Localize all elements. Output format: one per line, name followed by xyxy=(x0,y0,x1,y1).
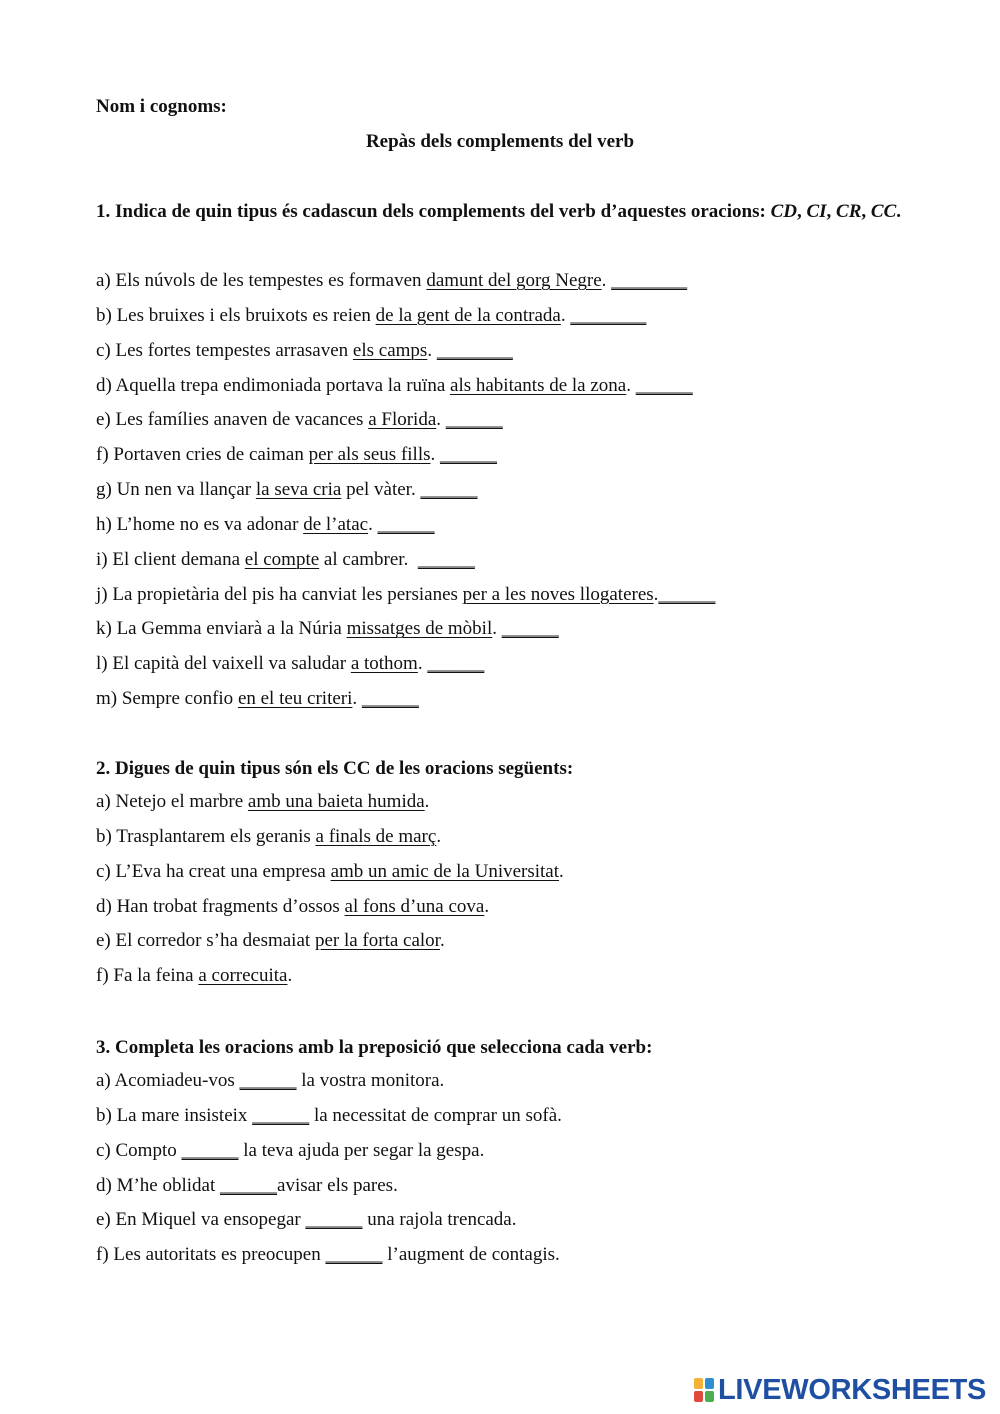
underlined-complement: a Florida xyxy=(368,409,437,431)
exercise-1-item: m) Sempre confio en el teu criteri. ______ xyxy=(96,688,419,710)
underlined-complement: de la gent de la contrada xyxy=(375,304,561,326)
underlined-complement: missatges de mòbil xyxy=(346,618,493,640)
exercise-1-item: j) La propietària del pis ha canviat les persianes per a les noves llogateres.______ xyxy=(96,583,716,605)
exercise-1-list xyxy=(96,264,916,717)
underlined-complement: la seva cria xyxy=(255,479,342,501)
answer-blank[interactable]: ______ xyxy=(220,1174,278,1196)
answer-blank[interactable]: ______ xyxy=(501,618,559,640)
answer-blank[interactable]: ______ xyxy=(377,513,435,535)
answer-blank[interactable]: ______ xyxy=(417,548,475,570)
answer-blank[interactable]: ______ xyxy=(239,1070,297,1091)
exercise-2-item: c) L’Eva ha creat una empresa amb un amic de la Universitat. xyxy=(96,860,564,882)
underlined-complement: en el teu criteri xyxy=(237,688,353,710)
underlined-complement: a finals de març xyxy=(315,825,437,847)
answer-blank[interactable]: ______ xyxy=(252,1104,310,1126)
underlined-complement: per als seus fills xyxy=(308,444,431,466)
answer-blank[interactable]: ______ xyxy=(658,583,716,605)
answer-blank[interactable]: ________ xyxy=(570,304,647,326)
tag-ci: CI xyxy=(806,201,827,222)
exercise-1-heading: 1. Indica de quin tipus és cadascun dels complements del verb d’aquestes oracions: CD, CI, CR, CC. xyxy=(96,201,902,222)
answer-blank[interactable]: ______ xyxy=(325,1244,383,1266)
tag-cc: CC xyxy=(870,201,897,222)
exercise-3-list xyxy=(96,1064,916,1273)
answer-blank[interactable]: ______ xyxy=(305,1209,363,1231)
tag-cr: CR xyxy=(836,201,862,222)
exercise-3-item: a) Acomiadeu-vos ______ la vostra monitora. xyxy=(96,1070,445,1091)
answer-blank[interactable]: ______ xyxy=(635,374,693,396)
exercise-1-item: i) El client demana el compte al cambrer. ______ xyxy=(96,548,475,570)
underlined-complement: a correcuita xyxy=(198,965,288,987)
exercise-1-item: f) Portaven cries de caiman per als seus fills. ______ xyxy=(96,444,498,466)
exercise-3-item: f) Les autoritats es preocupen ______ l’augment de contagis. xyxy=(96,1244,560,1266)
exercise-1-item: k) La Gemma enviarà a la Núria missatges de mòbil. ______ xyxy=(96,618,559,640)
exercise-1-item: h) L’home no es va adonar de l’atac. ______ xyxy=(96,513,435,535)
answer-blank[interactable]: ________ xyxy=(611,270,688,291)
exercise-3-item: b) La mare insisteix ______ la necessitat de comprar un sofà. xyxy=(96,1104,562,1126)
exercise-2-item: d) Han trobat fragments d’ossos al fons d’una cova. xyxy=(96,895,490,917)
brand-text: LIVEWORKSHEETS xyxy=(718,1373,987,1406)
answer-blank[interactable]: ______ xyxy=(181,1139,239,1161)
answer-blank[interactable]: ______ xyxy=(420,479,478,501)
exercise-3-item: d) M’he oblidat ______avisar els pares. xyxy=(96,1174,398,1196)
underlined-complement: amb un amic de la Universitat xyxy=(330,860,560,882)
exercise-1-item: g) Un nen va llançar la seva cria pel vàter. ______ xyxy=(96,479,478,501)
exercise-1-heading-text: 1. Indica de quin tipus és cadascun dels complements del verb d’aquestes oracions: xyxy=(96,201,771,222)
liveworksheets-logo-icon xyxy=(694,1378,714,1402)
underlined-complement: al fons d’una cova xyxy=(344,895,485,917)
name-label: Nom i cognoms: xyxy=(96,96,227,117)
answer-blank[interactable]: ______ xyxy=(445,409,503,431)
underlined-complement: als habitants de la zona xyxy=(450,374,627,396)
answer-blank[interactable]: ______ xyxy=(440,444,498,466)
exercise-2-item: b) Trasplantarem els geranis a finals de març. xyxy=(96,825,442,847)
exercise-1-item: b) Les bruixes i els bruixots es reien de la gent de la contrada. ________ xyxy=(96,304,647,326)
underlined-complement: per la forta calor xyxy=(314,930,440,952)
exercise-3-heading: 3. Completa les oracions amb la preposició que selecciona cada verb: xyxy=(96,1037,653,1058)
exercise-1-item: d) Aquella trepa endimoniada portava la ruïna als habitants de la zona. ______ xyxy=(96,374,693,396)
underlined-complement: per a les noves llogateres xyxy=(462,583,654,605)
exercise-2-item: a) Netejo el marbre amb una baieta humida. xyxy=(96,791,430,812)
exercise-2-item: f) Fa la feina a correcuita. xyxy=(96,965,293,987)
exercise-1-item: l) El capità del vaixell va saludar a tothom. ______ xyxy=(96,653,485,675)
exercise-1-item: e) Les famílies anaven de vacances a Florida. ______ xyxy=(96,409,503,431)
exercise-2-heading: 2. Digues de quin tipus són els CC de les oracions següents: xyxy=(96,758,574,779)
exercise-1-item: a) Els núvols de les tempestes es formaven damunt del gorg Negre. ________ xyxy=(96,270,688,291)
exercise-1-item: c) Les fortes tempestes arrasaven els camps. ________ xyxy=(96,339,513,361)
exercise-2-list xyxy=(96,785,916,994)
tag-cd: CD xyxy=(770,201,797,222)
underlined-complement: el compte xyxy=(244,548,320,570)
exercise-2-item: e) El corredor s’ha desmaiat per la forta calor. xyxy=(96,930,445,952)
exercise-3-item: c) Compto ______ la teva ajuda per segar la gespa. xyxy=(96,1139,485,1161)
page-title: Repàs dels complements del verb xyxy=(365,131,635,152)
underlined-complement: de l’atac xyxy=(303,513,369,535)
underlined-complement: els camps xyxy=(352,339,428,361)
answer-blank[interactable]: ______ xyxy=(427,653,485,675)
underlined-complement: amb una baieta humida xyxy=(247,791,425,812)
liveworksheets-brand[interactable] xyxy=(694,1373,986,1407)
exercise-3-item: e) En Miquel va ensopegar ______ una rajola trencada. xyxy=(96,1209,517,1231)
underlined-complement: a tothom xyxy=(350,653,418,675)
answer-blank[interactable]: ________ xyxy=(436,339,513,361)
answer-blank[interactable]: ______ xyxy=(361,688,419,710)
underlined-complement: damunt del gorg Negre xyxy=(426,270,602,291)
